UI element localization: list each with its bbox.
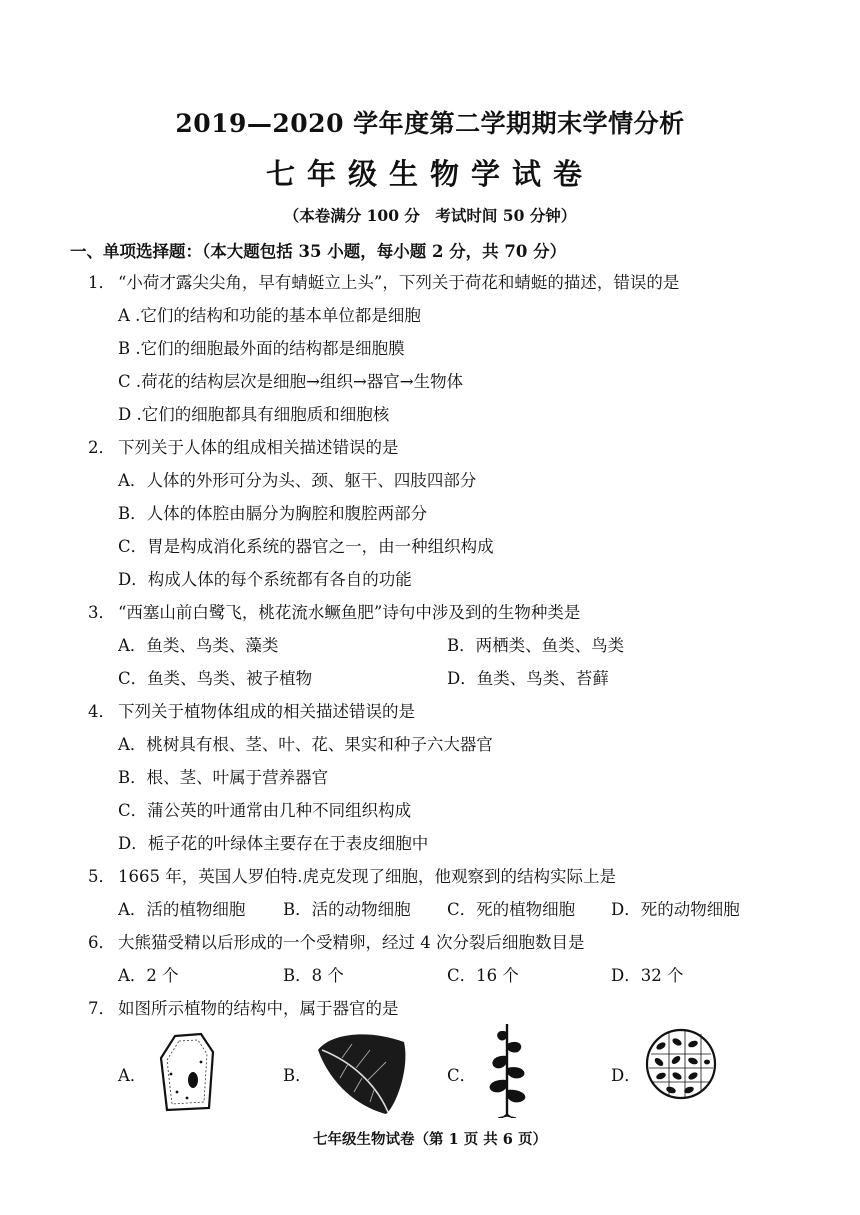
option-d: D .它们的细胞都具有细胞质和细胞核 bbox=[118, 405, 390, 424]
option-b: B．两栖类、鱼类、鸟类 bbox=[447, 636, 625, 655]
option-d: D．栀子花的叶绿体主要存在于表皮细胞中 bbox=[118, 834, 429, 853]
question-text: 下列关于人体的组成相关描述错误的是 bbox=[118, 438, 399, 457]
option-c: C． bbox=[447, 1066, 477, 1085]
question-text: “西塞山前白鹭飞，桃花流水鳜鱼肥”诗句中涉及到的生物种类是 bbox=[118, 603, 581, 622]
question-number: 5． bbox=[88, 867, 115, 886]
section-heading: 一、单项选择题：（本大题包括 35 小题，每小题 2 分，共 70 分） bbox=[70, 242, 567, 261]
option-d: D．死的动物细胞 bbox=[611, 900, 740, 919]
option-c: C .荷花的结构层次是细胞→组织→器官→生物体 bbox=[118, 372, 464, 391]
question-number: 3． bbox=[88, 603, 115, 622]
option-d: D． bbox=[611, 1066, 641, 1085]
page-footer: 七年级生物试卷（第 1 页 共 6 页） bbox=[313, 1131, 547, 1148]
tissue-figure bbox=[645, 1028, 717, 1100]
option-c: C．蒲公英的叶通常由几种不同组织构成 bbox=[118, 801, 412, 820]
question-number: 7． bbox=[88, 999, 115, 1018]
whole-plant-figure bbox=[476, 1020, 538, 1118]
plant-cell-figure bbox=[157, 1032, 217, 1114]
option-a: A．2 个 bbox=[118, 966, 179, 985]
option-a: A． bbox=[118, 1066, 147, 1085]
question-text: 1665 年，英国人罗伯特.虎克发现了细胞，他观察到的结构实际上是 bbox=[118, 867, 616, 886]
option-d: D．32 个 bbox=[611, 966, 684, 985]
option-a: A．活的植物细胞 bbox=[118, 900, 246, 919]
option-a: A．桃树具有根、茎、叶、花、果实和种子六大器官 bbox=[118, 735, 493, 754]
option-a: A．人体的外形可分为头、颈、躯干、四肢四部分 bbox=[118, 471, 477, 490]
option-a: A．鱼类、鸟类、藻类 bbox=[118, 636, 279, 655]
question-text: “小荷才露尖尖角，早有蜻蜓立上头”，下列关于荷花和蜻蜓的描述，错误的是 bbox=[118, 273, 680, 292]
option-a: A .它们的结构和功能的基本单位都是细胞 bbox=[118, 306, 421, 325]
option-b: B．8 个 bbox=[283, 966, 344, 985]
leaf-figure bbox=[312, 1028, 412, 1118]
option-d: D．构成人体的每个系统都有各自的功能 bbox=[118, 570, 412, 589]
option-b: B． bbox=[283, 1066, 312, 1085]
question-number: 2． bbox=[88, 438, 115, 457]
option-c: C．胃是构成消化系统的器官之一，由一种组织构成 bbox=[118, 537, 494, 556]
option-b: B .它们的细胞最外面的结构都是细胞膜 bbox=[118, 339, 405, 358]
option-b: B．活的动物细胞 bbox=[283, 900, 411, 919]
option-b: B．根、茎、叶属于营养器官 bbox=[118, 768, 329, 787]
option-b: B．人体的体腔由膈分为胸腔和腹腔两部分 bbox=[118, 504, 428, 523]
exam-title: 2019—2020 学年度第二学期期末学情分析 bbox=[175, 109, 685, 138]
exam-note: （本卷满分 100 分 考试时间 50 分钟） bbox=[283, 206, 577, 225]
question-text: 如图所示植物的结构中，属于器官的是 bbox=[118, 999, 399, 1018]
option-c: C．死的植物细胞 bbox=[447, 900, 576, 919]
question-number: 4． bbox=[88, 702, 115, 721]
option-c: C．鱼类、鸟类、被子植物 bbox=[118, 669, 313, 688]
exam-subtitle: 七年级生物学试卷 bbox=[265, 157, 594, 191]
question-text: 大熊猫受精以后形成的一个受精卵，经过 4 次分裂后细胞数目是 bbox=[118, 933, 585, 952]
option-d: D．鱼类、鸟类、苔藓 bbox=[447, 669, 609, 688]
question-text: 下列关于植物体组成的相关描述错误的是 bbox=[118, 702, 415, 721]
option-c: C．16 个 bbox=[447, 966, 519, 985]
question-number: 1． bbox=[88, 273, 115, 292]
question-number: 6． bbox=[88, 933, 115, 952]
